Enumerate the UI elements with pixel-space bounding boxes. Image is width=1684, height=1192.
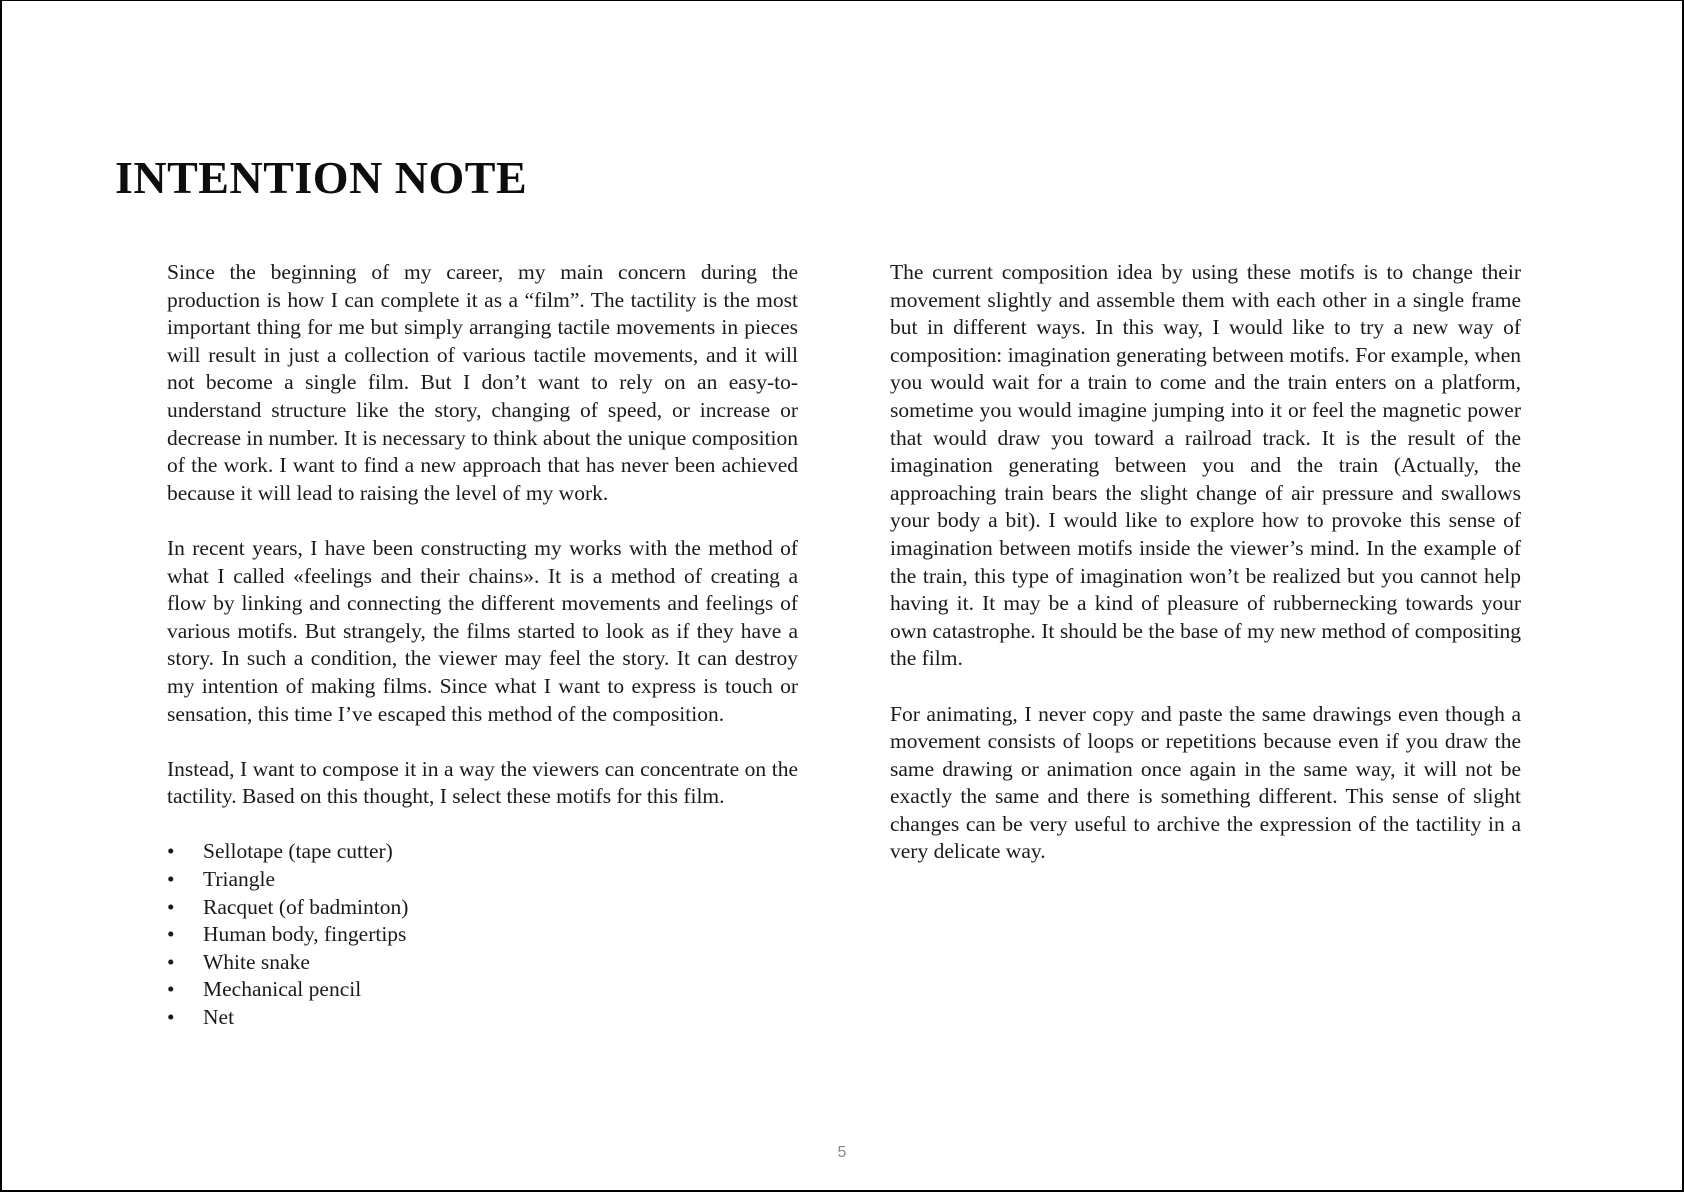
list-item — [167, 866, 798, 894]
list-item-label: Sellotape (tape cutter) — [203, 839, 393, 864]
paragraph: The current composition idea by using these motifs is to change their movement slightly and assemble them with each other in a single frame but in different ways. In this way, I would like to try a new way of composition: imagination generating between motifs. For example, when you would wait for a train to come and the train enters on a platform, sometime you would imagine jumping into it or feel the magnetic power that would draw you toward a railroad track. It is the result of the imagination generating between you and the train (Actually, the approaching train bears the slight change of air pressure and swallows your body a bit). I would like to explore how to provoke this sense of imagination between motifs inside the viewer’s mind. In the example of the train, this type of imagination won’t be realized but you cannot help having it. It may be a kind of pleasure of rubbernecking towards your own catastrophe. It should be the base of my new method of compositing the film. — [890, 260, 1521, 671]
list-item-label: Human body, fingertips — [203, 922, 407, 947]
list-item — [167, 894, 798, 922]
bullet-icon: • — [167, 949, 175, 974]
list-item — [167, 949, 798, 977]
list-item — [167, 838, 798, 866]
right-column — [890, 259, 1521, 894]
list-item — [167, 976, 798, 1004]
bullet-icon: • — [167, 894, 175, 919]
paragraph: Since the beginning of my career, my main concern during the production is how I can complete it as a “film”. The tactility is the most important thing for me but simply arranging tactile movements in pieces will result in just a collection of various tactile movements, and it will not become a single film. But I don’t want to rely on an easy-to-understand structure like the story, changing of speed, or increase or decrease in number. It is necessary to think about the unique composition of the work. I want to find a new approach that has never been achieved because it will lead to raising the level of my work. — [167, 260, 798, 505]
page-title: INTENTION NOTE — [115, 152, 528, 203]
bullet-icon: • — [167, 839, 175, 864]
left-column — [167, 259, 798, 1032]
paragraph: For animating, I never copy and paste the same drawings even though a movement consists of loops or repetitions because even if you draw the same drawing or animation once again in the same way, it will not be exactly the same and there is something different. This sense of slight changes can be very useful to archive the expression of the tactility in a very delicate way. — [890, 701, 1521, 864]
paragraph: In recent years, I have been constructing my works with the method of what I called «feelings and their chains». It is a method of creating a flow by linking and connecting the different movements and feelings of various motifs. But strangely, the films started to look as if they have a story. In such a condition, the viewer may feel the story. It can destroy my intention of making films. Since what I want to express is touch or sensation, this time I’ve escaped this method of the composition. — [167, 535, 798, 726]
bullet-icon: • — [167, 922, 175, 947]
list-item-label: White snake — [203, 949, 310, 974]
list-item-label: Mechanical pencil — [203, 977, 362, 1002]
list-item-label: Racquet (of badminton) — [203, 894, 409, 919]
bullet-icon: • — [167, 977, 175, 1002]
list-item-label: Net — [203, 1005, 235, 1030]
bullet-icon: • — [167, 1005, 175, 1030]
list-item — [167, 921, 798, 949]
paragraph: Instead, I want to compose it in a way the viewers can concentrate on the tactility. Based on this thought, I select these motifs for this film. — [167, 756, 798, 809]
page-number: 5 — [837, 1144, 847, 1161]
motif-list — [167, 838, 798, 1031]
bullet-icon: • — [167, 867, 175, 892]
list-item-label: Triangle — [203, 867, 276, 892]
list-item — [167, 1004, 798, 1032]
